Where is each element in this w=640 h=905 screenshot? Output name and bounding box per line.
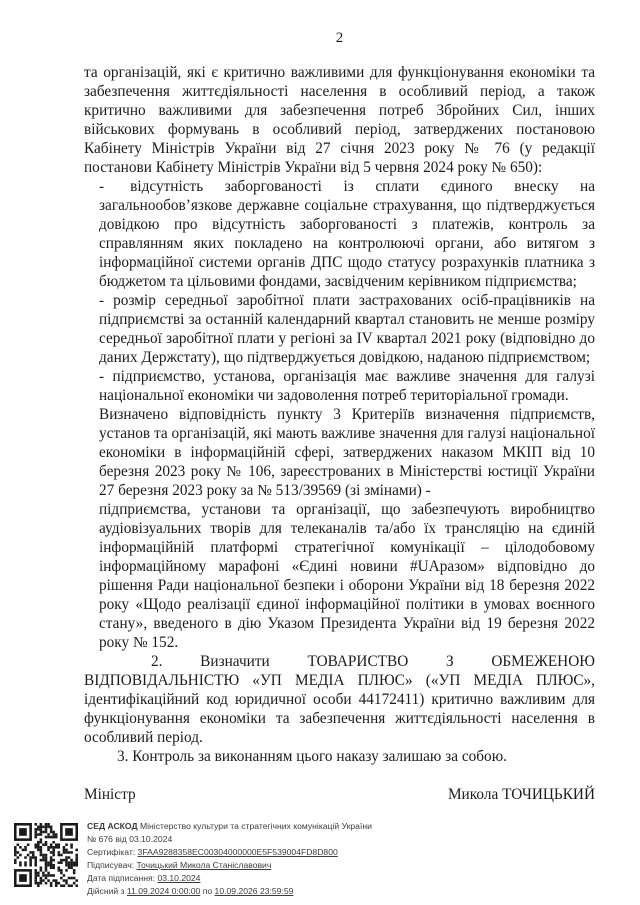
stamp-sign-date-value: 03.10.2024 — [157, 872, 201, 883]
document-body — [84, 30, 595, 766]
stamp-signer-line — [87, 859, 372, 872]
stamp-text-block — [87, 820, 372, 897]
compliance-statement: Визначено відповідність пункту 3 Критеріїв визначення підприємств, установ та організацій, які мають важливе значення для галузі національної економіки в інформаційній сфері, затверджених наказом МКІП від 10 березня 2023 року № 106, зареєстрованих в Міністерстві юстиції України 27 березня 2023 року за № 513/39569 (зі змінами) - — [99, 406, 595, 499]
stamp-validity-line — [87, 885, 372, 898]
stamp-ministry-name: Міністерство культури та стратегічних комунікацій України — [137, 821, 372, 831]
stamp-doc-number: № 676 від 03.10.2024 — [87, 833, 173, 844]
stamp-validity-to: 10.09.2026 23:59:59 — [214, 885, 294, 896]
signature-title: Міністр — [84, 786, 136, 803]
paragraph-intro: та організацій, які є критично важливими для функціонування економіки та забезпечення життєдіяльності населення в особливий період, а також критично важливими для забезпечення потреб Збройних Сил, інших військових формувань в особливий період, затверджених постановою Кабінету Міністрів України від 27 січня 2023 року № 76 (у редакції постанови Кабінету Міністрів України від 5 червня 2024 року № 650): — [84, 64, 595, 176]
stamp-sign-date-line — [87, 872, 372, 885]
criterion-salary: - розмір середньої заробітної плати застрахованих осіб-працівників на підприємстві за останній календарний квартал становить не менше розміру середньої заробітної плати у регіоні за IV квартал 2021 року (відповідно до даних Держстату), що підтверджується довідкою, наданою підприємством; — [99, 292, 595, 366]
signature-row — [84, 786, 595, 804]
stamp-signer-value: Точицький Микола Станіславович — [136, 859, 272, 870]
stamp-system-line — [87, 820, 372, 833]
stamp-sign-date-label: Дата підписання: — [87, 872, 158, 883]
stamp-system-name: СЕД АСКОД — [87, 821, 138, 831]
stamp-signer-label: Підписувач: — [87, 859, 137, 870]
order-item-2: 2. Визначити ТОВАРИСТВО З ОБМЕЖЕНОЮ ВІДПОВІДАЛЬНІСТЮ «УП МЕДІА ПЛЮС» («УП МЕДІА ПЛЮС», ідентифікаційний код юридичної особи 44172411) критично важливим для функціонування економіки та забезпечення життєдіяльності населення в особливий період. — [84, 653, 595, 746]
stamp-certificate-line — [87, 846, 372, 859]
stamp-certificate-value: 3FAA9288358EC00304000000E5F539004FD8D800 — [137, 846, 338, 857]
criteria-block — [99, 177, 595, 652]
criterion-importance: - підприємство, установа, організація має важливе значення для галузі національної економіки чи задоволення потреб територіальної громади. — [99, 368, 595, 404]
criterion-debt — [99, 177, 595, 291]
signature-name: Микола ТОЧИЦЬКИЙ — [447, 786, 595, 803]
qr-code-icon — [14, 820, 78, 890]
media-enterprises-clause: підприємства, установи та організації, що забезпечують виробництво аудіовізуальних творів для телеканалів та/або їх трансляцію на єдиній інформаційній платформі стратегічної комунікації – цілодобовому інформаційному марафоні «Єдині новини #UAразом» відповідно до рішення Ради національної безпеки і оборони України від 18 березня 2022 року «Щодо реалізації єдиної інформаційної політики в умовах воєнного стану», введеного в дію Указом Президента України від 19 березня 2022 року № 152. — [99, 501, 595, 651]
stamp-validity-from: 11.09.2024 0:00:00 — [126, 885, 201, 896]
digital-signature-stamp — [14, 820, 372, 897]
order-item-3: 3. Контроль за виконанням цього наказу залишаю за собою. — [117, 748, 507, 765]
stamp-certificate-label: Сертифікат: — [87, 846, 138, 857]
page-number: 2 — [335, 30, 344, 46]
criterion-debt-text: відсутність заборгованості із сплати єдиного внеску на загальнообов’язкове державне соціальне страхування, що підтверджується довідкою про відсутність заборгованості з платежів, контроль за справлянням яких покладено на контролюючі органи, або витягом з інформаційної системи органів ДПС щодо статусу розрахунків платника з бюджетом та цільовими фондами, засвідченим керівником підприємства; — [99, 178, 595, 290]
stamp-validity-prefix: Дійсний з — [87, 885, 127, 896]
stamp-validity-sep: по — [200, 885, 215, 896]
criterion-debt-marker: - — [99, 178, 105, 195]
